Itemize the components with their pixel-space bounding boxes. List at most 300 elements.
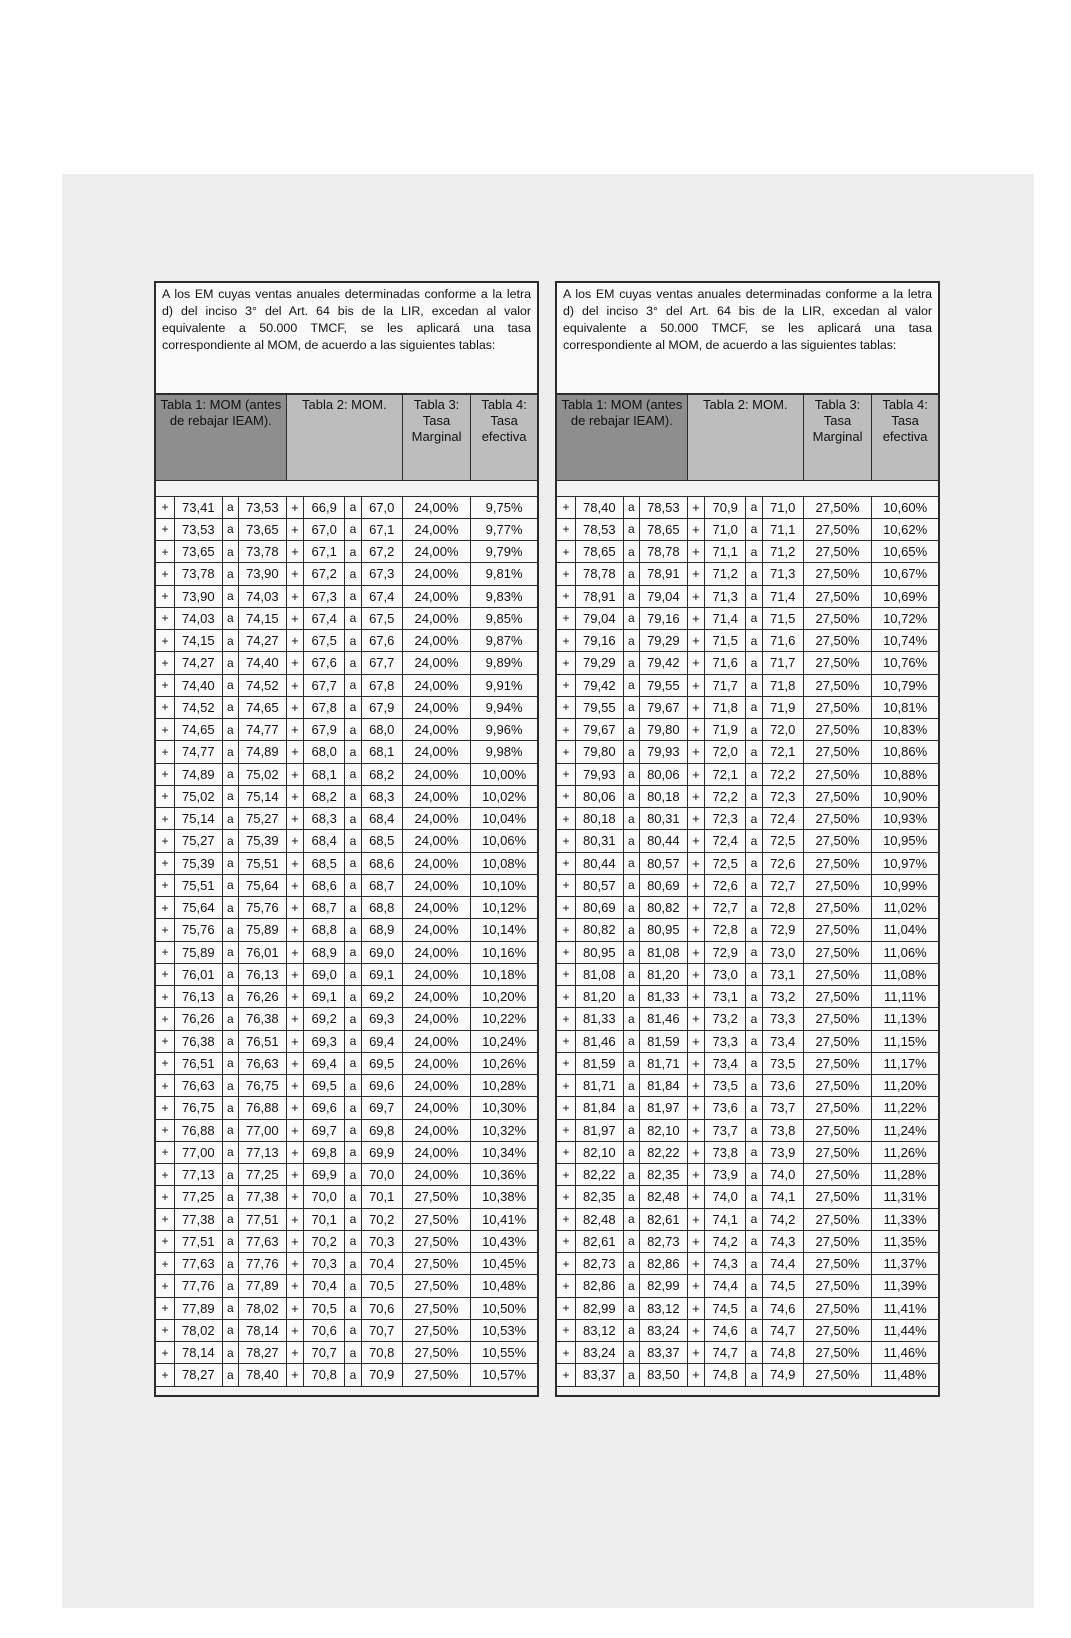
mom-to: 78,78 [639, 541, 687, 563]
tasa-efectiva: 10,72% [872, 607, 938, 629]
a-separator: a [623, 1297, 639, 1319]
mom2-from: 72,7 [705, 897, 746, 919]
tasa-efectiva: 9,98% [471, 741, 537, 763]
plus-sign: + [156, 607, 174, 629]
a-separator: a [746, 1186, 762, 1208]
table-row [156, 1075, 537, 1097]
plus-sign: + [557, 696, 575, 718]
a-separator: a [623, 986, 639, 1008]
plus-sign: + [687, 585, 704, 607]
mom-to: 76,75 [238, 1075, 286, 1097]
mom2-from: 71,7 [705, 674, 746, 696]
mom2-from: 73,5 [705, 1075, 746, 1097]
mom2-from: 69,4 [304, 1052, 345, 1074]
tasa-marginal: 27,50% [803, 518, 871, 540]
tasa-efectiva: 9,96% [471, 719, 537, 741]
mom2-to: 68,4 [361, 808, 402, 830]
mom-from: 80,44 [575, 852, 623, 874]
mom-to: 80,95 [639, 919, 687, 941]
table-row [557, 1319, 938, 1341]
mom-from: 77,13 [174, 1164, 222, 1186]
plus-sign: + [156, 1141, 174, 1163]
plus-sign: + [156, 1253, 174, 1275]
table-row [557, 852, 938, 874]
tasa-efectiva: 10,74% [872, 630, 938, 652]
tasa-marginal: 24,00% [402, 518, 470, 540]
plus-sign: + [286, 1164, 303, 1186]
mom2-to: 72,1 [762, 741, 803, 763]
tasa-efectiva: 10,67% [872, 563, 938, 585]
a-separator: a [222, 1164, 238, 1186]
mom2-to: 69,0 [361, 941, 402, 963]
a-separator: a [746, 1075, 762, 1097]
plus-sign: + [286, 1230, 303, 1252]
plus-sign: + [156, 1319, 174, 1341]
table-row [156, 763, 537, 785]
a-separator: a [345, 830, 361, 852]
tasa-marginal: 27,50% [803, 1275, 871, 1297]
plus-sign: + [557, 541, 575, 563]
tasa-efectiva: 11,31% [872, 1186, 938, 1208]
plus-sign: + [687, 741, 704, 763]
table-row [557, 1030, 938, 1052]
mom-from: 82,99 [575, 1297, 623, 1319]
a-separator: a [746, 763, 762, 785]
plus-sign: + [687, 1319, 704, 1341]
mom2-from: 71,5 [705, 630, 746, 652]
mom-from: 81,20 [575, 986, 623, 1008]
plus-sign: + [156, 1075, 174, 1097]
mom-from: 74,27 [174, 652, 222, 674]
mom2-from: 68,0 [304, 741, 345, 763]
plus-sign: + [156, 541, 174, 563]
mom-from: 75,39 [174, 852, 222, 874]
mom2-to: 70,7 [361, 1319, 402, 1341]
tasa-marginal: 24,00% [402, 874, 470, 896]
plus-sign: + [156, 496, 174, 518]
mom-to: 75,64 [238, 874, 286, 896]
plus-sign: + [286, 607, 303, 629]
tasa-marginal: 27,50% [803, 852, 871, 874]
table-row [156, 1097, 537, 1119]
a-separator: a [746, 1275, 762, 1297]
mom2-from: 71,0 [705, 518, 746, 540]
tasa-marginal: 27,50% [402, 1342, 470, 1364]
plus-sign: + [156, 630, 174, 652]
mom-to: 80,18 [639, 785, 687, 807]
plus-sign: + [557, 1075, 575, 1097]
mom2-from: 69,6 [304, 1097, 345, 1119]
mom-from: 80,82 [575, 919, 623, 941]
a-separator: a [623, 585, 639, 607]
tasa-efectiva: 10,55% [471, 1342, 537, 1364]
mom2-to: 70,0 [361, 1164, 402, 1186]
mom2-to: 71,9 [762, 696, 803, 718]
tasa-efectiva: 11,28% [872, 1164, 938, 1186]
tasa-efectiva: 9,91% [471, 674, 537, 696]
table-row [557, 897, 938, 919]
a-separator: a [623, 897, 639, 919]
tasa-marginal: 27,50% [803, 607, 871, 629]
table-row [156, 652, 537, 674]
tasa-marginal: 24,00% [402, 585, 470, 607]
tasa-marginal: 27,50% [803, 986, 871, 1008]
a-separator: a [746, 563, 762, 585]
plus-sign: + [156, 763, 174, 785]
mom2-to: 72,6 [762, 852, 803, 874]
table-row [557, 518, 938, 540]
tasa-marginal: 27,50% [803, 1319, 871, 1341]
mom2-from: 68,8 [304, 919, 345, 941]
a-separator: a [222, 563, 238, 585]
tasa-efectiva: 9,81% [471, 563, 537, 585]
tasa-marginal: 24,00% [402, 652, 470, 674]
tasa-efectiva: 10,36% [471, 1164, 537, 1186]
header-tabla-4: Tabla 4: Tasa efectiva [471, 395, 537, 480]
tasa-efectiva: 10,48% [471, 1275, 537, 1297]
mom-to: 73,90 [238, 563, 286, 585]
a-separator: a [222, 1075, 238, 1097]
tasa-efectiva: 10,18% [471, 963, 537, 985]
table-row [557, 986, 938, 1008]
plus-sign: + [557, 919, 575, 941]
a-separator: a [345, 963, 361, 985]
mom-to: 78,27 [238, 1342, 286, 1364]
tasa-marginal: 27,50% [803, 1141, 871, 1163]
a-separator: a [746, 1364, 762, 1386]
mom-from: 83,24 [575, 1342, 623, 1364]
plus-sign: + [286, 518, 303, 540]
plus-sign: + [156, 1275, 174, 1297]
table-row [557, 963, 938, 985]
mom2-to: 73,3 [762, 1008, 803, 1030]
tasa-efectiva: 11,20% [872, 1075, 938, 1097]
mom2-to: 71,7 [762, 652, 803, 674]
mom-from: 80,57 [575, 874, 623, 896]
mom-to: 76,51 [238, 1030, 286, 1052]
mom-from: 76,51 [174, 1052, 222, 1074]
table-row [557, 563, 938, 585]
mom2-to: 70,5 [361, 1275, 402, 1297]
mom-to: 76,26 [238, 986, 286, 1008]
plus-sign: + [687, 852, 704, 874]
a-separator: a [746, 719, 762, 741]
mom-to: 81,71 [639, 1052, 687, 1074]
mom-from: 83,37 [575, 1364, 623, 1386]
table-row [557, 541, 938, 563]
tasa-efectiva: 9,87% [471, 630, 537, 652]
tasa-marginal: 27,50% [803, 563, 871, 585]
plus-sign: + [687, 986, 704, 1008]
mom-to: 74,89 [238, 741, 286, 763]
a-separator: a [746, 963, 762, 985]
mom-from: 76,13 [174, 986, 222, 1008]
plus-sign: + [286, 830, 303, 852]
plus-sign: + [156, 986, 174, 1008]
a-separator: a [623, 1319, 639, 1341]
tasa-marginal: 27,50% [803, 496, 871, 518]
mom2-to: 67,1 [361, 518, 402, 540]
table-row [156, 1230, 537, 1252]
plus-sign: + [557, 607, 575, 629]
table-row [156, 496, 537, 518]
mom-from: 74,03 [174, 607, 222, 629]
a-separator: a [623, 607, 639, 629]
mom2-from: 71,3 [705, 585, 746, 607]
mom2-to: 73,8 [762, 1119, 803, 1141]
mom-to: 81,20 [639, 963, 687, 985]
mom-to: 79,93 [639, 741, 687, 763]
mom2-from: 67,3 [304, 585, 345, 607]
mom-from: 75,14 [174, 808, 222, 830]
tasa-efectiva: 11,24% [872, 1119, 938, 1141]
plus-sign: + [286, 719, 303, 741]
mom-to: 73,78 [238, 541, 286, 563]
a-separator: a [623, 1230, 639, 1252]
a-separator: a [746, 1342, 762, 1364]
a-separator: a [345, 1008, 361, 1030]
mom2-to: 73,5 [762, 1052, 803, 1074]
table-row [557, 719, 938, 741]
mom2-to: 71,4 [762, 585, 803, 607]
plus-sign: + [156, 563, 174, 585]
mom-to: 76,13 [238, 963, 286, 985]
a-separator: a [222, 986, 238, 1008]
table-row [156, 630, 537, 652]
mom2-to: 68,6 [361, 852, 402, 874]
tasa-marginal: 24,00% [402, 1164, 470, 1186]
table-row [557, 785, 938, 807]
a-separator: a [222, 1119, 238, 1141]
plus-sign: + [286, 1119, 303, 1141]
tasa-marginal: 27,50% [803, 1253, 871, 1275]
mom-from: 75,64 [174, 897, 222, 919]
tasa-marginal: 24,00% [402, 1052, 470, 1074]
mom-to: 81,46 [639, 1008, 687, 1030]
left-table-body [156, 496, 537, 1386]
plus-sign: + [557, 652, 575, 674]
a-separator: a [345, 541, 361, 563]
mom2-to: 69,3 [361, 1008, 402, 1030]
tasa-efectiva: 10,14% [471, 919, 537, 941]
table-row [156, 1052, 537, 1074]
mom-from: 81,46 [575, 1030, 623, 1052]
a-separator: a [623, 963, 639, 985]
plus-sign: + [286, 1186, 303, 1208]
a-separator: a [222, 1097, 238, 1119]
mom2-to: 69,9 [361, 1141, 402, 1163]
table-row [156, 1297, 537, 1319]
mom-to: 82,73 [639, 1230, 687, 1252]
mom2-from: 73,4 [705, 1052, 746, 1074]
a-separator: a [623, 1186, 639, 1208]
a-separator: a [345, 785, 361, 807]
mom2-to: 71,3 [762, 563, 803, 585]
mom2-from: 71,4 [705, 607, 746, 629]
plus-sign: + [557, 1275, 575, 1297]
mom-to: 78,14 [238, 1319, 286, 1341]
mom-from: 82,35 [575, 1186, 623, 1208]
plus-sign: + [687, 674, 704, 696]
mom-to: 79,42 [639, 652, 687, 674]
mom2-from: 72,5 [705, 852, 746, 874]
table-row [557, 1008, 938, 1030]
plus-sign: + [557, 897, 575, 919]
mom-to: 81,33 [639, 986, 687, 1008]
a-separator: a [623, 1342, 639, 1364]
mom2-from: 72,2 [705, 785, 746, 807]
plus-sign: + [687, 763, 704, 785]
mom-to: 75,39 [238, 830, 286, 852]
mom2-to: 67,4 [361, 585, 402, 607]
a-separator: a [746, 696, 762, 718]
mom-to: 74,40 [238, 652, 286, 674]
mom2-from: 67,8 [304, 696, 345, 718]
table-row [557, 630, 938, 652]
mom2-from: 74,1 [705, 1208, 746, 1230]
a-separator: a [222, 674, 238, 696]
tasa-marginal: 27,50% [402, 1186, 470, 1208]
plus-sign: + [286, 652, 303, 674]
mom-from: 77,00 [174, 1141, 222, 1163]
mom2-from: 72,3 [705, 808, 746, 830]
plus-sign: + [156, 1052, 174, 1074]
a-separator: a [746, 897, 762, 919]
mom2-from: 72,8 [705, 919, 746, 941]
mom-to: 80,57 [639, 852, 687, 874]
a-separator: a [623, 1208, 639, 1230]
mom2-from: 66,9 [304, 496, 345, 518]
plus-sign: + [156, 1030, 174, 1052]
table-row [156, 518, 537, 540]
mom2-to: 74,2 [762, 1208, 803, 1230]
tasa-efectiva: 10,86% [872, 741, 938, 763]
plus-sign: + [687, 541, 704, 563]
mom2-to: 73,9 [762, 1141, 803, 1163]
mom2-from: 71,6 [705, 652, 746, 674]
tasa-marginal: 27,50% [402, 1230, 470, 1252]
mom-to: 80,69 [639, 874, 687, 896]
tasa-efectiva: 11,33% [872, 1208, 938, 1230]
mom-from: 76,38 [174, 1030, 222, 1052]
mom-from: 81,71 [575, 1075, 623, 1097]
plus-sign: + [156, 785, 174, 807]
tasa-marginal: 24,00% [402, 1119, 470, 1141]
plus-sign: + [557, 518, 575, 540]
mom-to: 75,14 [238, 785, 286, 807]
a-separator: a [345, 563, 361, 585]
a-separator: a [222, 1297, 238, 1319]
tasa-efectiva: 10,06% [471, 830, 537, 852]
plus-sign: + [687, 1164, 704, 1186]
table-row [557, 874, 938, 896]
table-row [557, 741, 938, 763]
mom-from: 80,95 [575, 941, 623, 963]
mom-to: 77,76 [238, 1253, 286, 1275]
mom2-from: 72,1 [705, 763, 746, 785]
plus-sign: + [687, 719, 704, 741]
mom-to: 82,22 [639, 1141, 687, 1163]
mom-from: 76,26 [174, 1008, 222, 1030]
plus-sign: + [286, 1052, 303, 1074]
mom2-from: 70,5 [304, 1297, 345, 1319]
mom-to: 83,50 [639, 1364, 687, 1386]
a-separator: a [746, 830, 762, 852]
tasa-marginal: 24,00% [402, 1141, 470, 1163]
plus-sign: + [687, 1364, 704, 1386]
mom-to: 80,82 [639, 897, 687, 919]
mom-to: 77,00 [238, 1119, 286, 1141]
tasa-efectiva: 10,08% [471, 852, 537, 874]
a-separator: a [746, 874, 762, 896]
plus-sign: + [557, 585, 575, 607]
mom2-to: 74,4 [762, 1253, 803, 1275]
plus-sign: + [156, 1364, 174, 1386]
mom-from: 75,76 [174, 919, 222, 941]
mom-from: 80,06 [575, 785, 623, 807]
tasa-efectiva: 10,76% [872, 652, 938, 674]
mom-to: 74,15 [238, 607, 286, 629]
a-separator: a [222, 1253, 238, 1275]
a-separator: a [623, 563, 639, 585]
mom2-from: 73,7 [705, 1119, 746, 1141]
plus-sign: + [286, 1030, 303, 1052]
mom-to: 74,52 [238, 674, 286, 696]
plus-sign: + [156, 1008, 174, 1030]
mom-from: 81,59 [575, 1052, 623, 1074]
a-separator: a [345, 897, 361, 919]
plus-sign: + [687, 518, 704, 540]
mom2-from: 67,5 [304, 630, 345, 652]
a-separator: a [746, 919, 762, 941]
mom-to: 81,08 [639, 941, 687, 963]
tasa-marginal: 24,00% [402, 719, 470, 741]
tasa-efectiva: 9,79% [471, 541, 537, 563]
table-row [156, 919, 537, 941]
tasa-marginal: 27,50% [803, 1119, 871, 1141]
a-separator: a [345, 1275, 361, 1297]
plus-sign: + [687, 1253, 704, 1275]
mom-to: 78,40 [238, 1364, 286, 1386]
mom-to: 79,67 [639, 696, 687, 718]
plus-sign: + [286, 563, 303, 585]
tasa-marginal: 24,00% [402, 674, 470, 696]
table-row [156, 830, 537, 852]
tasa-efectiva: 10,97% [872, 852, 938, 874]
mom2-to: 69,5 [361, 1052, 402, 1074]
a-separator: a [746, 741, 762, 763]
a-separator: a [222, 1008, 238, 1030]
mom2-to: 74,1 [762, 1186, 803, 1208]
tasa-efectiva: 10,83% [872, 719, 938, 741]
plus-sign: + [156, 808, 174, 830]
mom2-from: 70,8 [304, 1364, 345, 1386]
mom2-to: 72,2 [762, 763, 803, 785]
mom-from: 78,78 [575, 563, 623, 585]
table-row [156, 719, 537, 741]
mom-from: 81,33 [575, 1008, 623, 1030]
tasa-efectiva: 11,41% [872, 1297, 938, 1319]
plus-sign: + [557, 630, 575, 652]
a-separator: a [222, 1052, 238, 1074]
mom2-from: 74,8 [705, 1364, 746, 1386]
mom-to: 82,86 [639, 1253, 687, 1275]
tasa-efectiva: 10,32% [471, 1119, 537, 1141]
tasa-marginal: 24,00% [402, 1030, 470, 1052]
mom-from: 77,38 [174, 1208, 222, 1230]
mom2-from: 69,2 [304, 1008, 345, 1030]
mom2-to: 72,8 [762, 897, 803, 919]
